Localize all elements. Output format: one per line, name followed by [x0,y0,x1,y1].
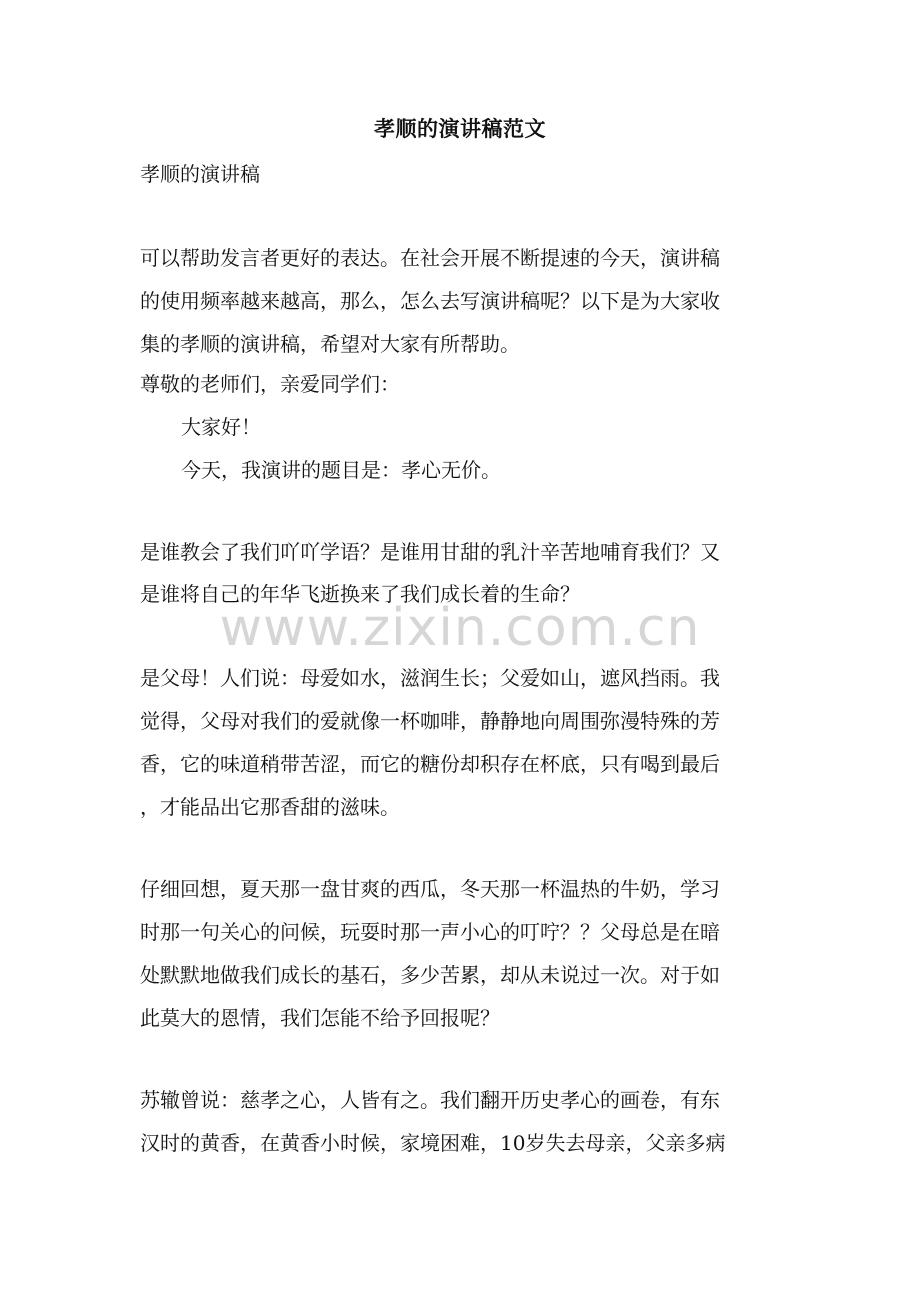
greeting-line: 大家好！ [181,415,261,439]
document-title: 孝顺的演讲稿范文 [374,116,546,141]
paragraph-line: 苏辙曾说：慈孝之心，人皆有之。我们翻开历史孝心的画卷，有东 [140,1088,720,1112]
paragraph-line: 觉得，父母对我们的爱就像一杯咖啡，静静地向周围弥漫特殊的芳 [140,709,720,733]
paragraph-line: 时那一句关心的问候，玩耍时那一声小心的叮咛？？父母总是在暗 [140,920,720,944]
paragraph-line: 仔细回想，夏天那一盘甘爽的西瓜，冬天那一杯温热的牛奶，学习 [140,877,720,901]
salutation-line: 尊敬的老师们，亲爱同学们： [140,372,400,396]
paragraph-line: 此莫大的恩情，我们怎能不给予回报呢？ [140,1006,500,1030]
paragraph-line: 汉时的黄香，在黄香小时候，家境困难，10岁失去母亲，父亲多病 [140,1131,726,1155]
paragraph-line: 的使用频率越来越高，那么，怎么去写演讲稿呢？以下是为大家收 [140,289,720,313]
document-subtitle: 孝顺的演讲稿 [140,162,260,186]
paragraph-line: 集的孝顺的演讲稿，希望对大家有所帮助。 [140,332,520,356]
paragraph-line: ，才能品出它那香甜的滋味。 [140,795,400,819]
watermark: www.zixin.com.cn [219,598,701,658]
paragraph-line: 处默默地做我们成长的基石，多少苦累，却从未说过一次。对于如 [140,963,720,987]
paragraph-line: 可以帮助发言者更好的表达。在社会开展不断提速的今天，演讲稿 [140,246,720,270]
paragraph-line: 是父母！人们说：母爱如水，滋润生长；父爱如山，遮风挡雨。我 [140,666,720,690]
paragraph-line: 是谁将自己的年华飞逝换来了我们成长着的生命？ [140,582,580,606]
paragraph-line: 香，它的味道稍带苦涩，而它的糖份却积存在杯底，只有喝到最后 [140,752,720,776]
topic-line: 今天，我演讲的题目是：孝心无价。 [181,458,501,482]
paragraph-line: 是谁教会了我们吖吖学语？是谁用甘甜的乳汁辛苦地哺育我们？又 [140,540,720,564]
